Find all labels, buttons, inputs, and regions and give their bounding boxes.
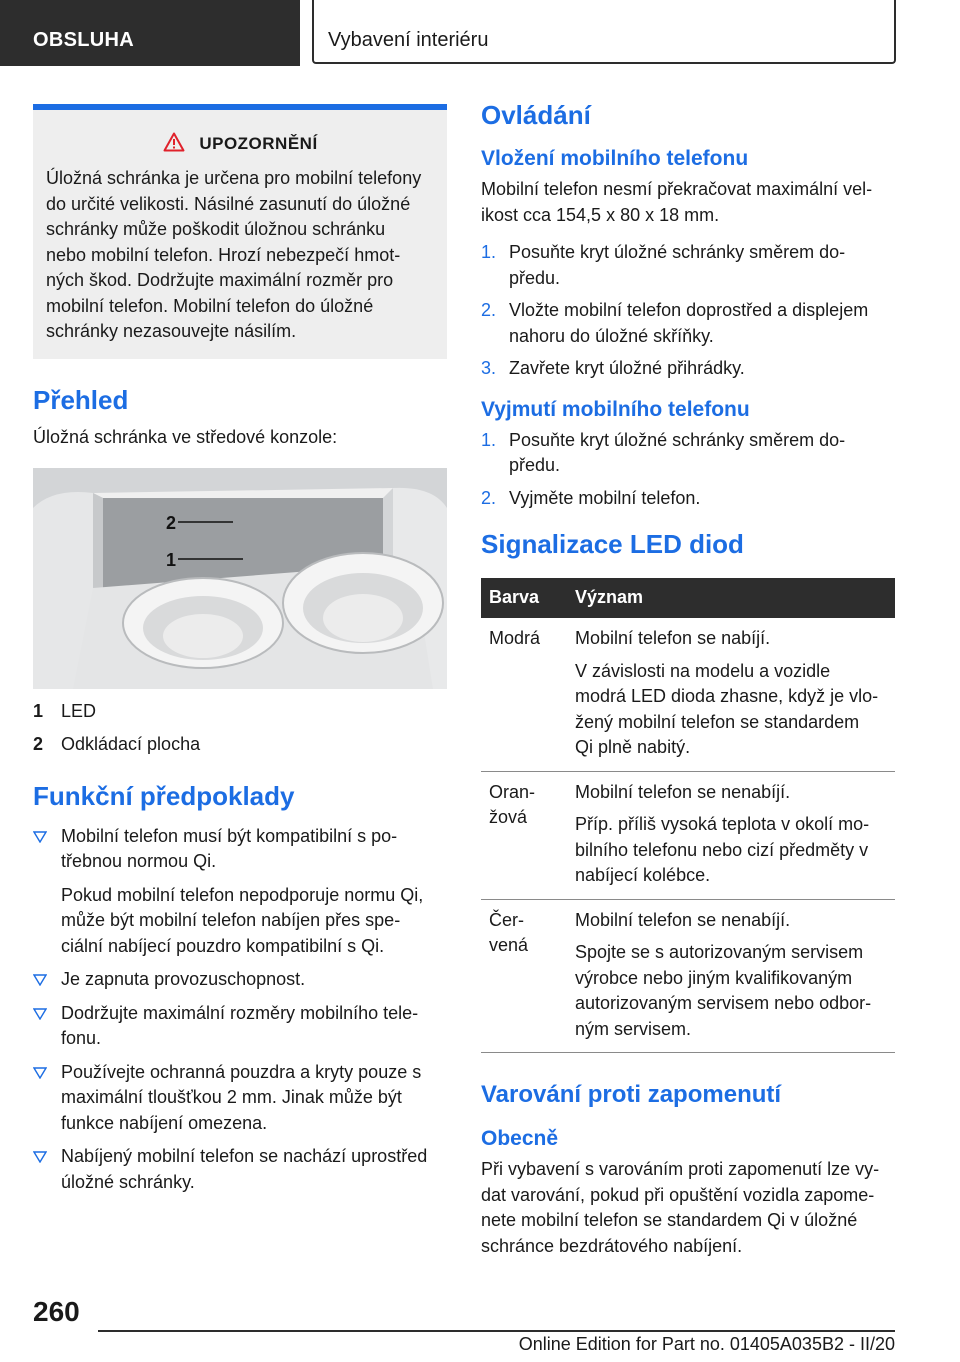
column-header-meaning: Význam <box>567 578 895 618</box>
list-line: Je zapnuta provozuschopnost. <box>61 969 306 989</box>
legend-number: 2 <box>33 733 44 754</box>
warning-text <box>46 166 435 345</box>
remove-steps <box>481 428 895 512</box>
overview-heading: Přehled <box>33 385 129 415</box>
bullet-triangle-icon <box>33 1067 47 1079</box>
requirements-heading: Funkční předpoklady <box>33 780 295 811</box>
led-color-cell: Modrá <box>481 618 567 771</box>
figure-legend <box>33 695 447 761</box>
warning-box <box>33 104 447 359</box>
led-color-cell: Čer‐ vená <box>481 899 567 1053</box>
table-row <box>481 899 895 1053</box>
forget-subheading: Obecně <box>481 1127 559 1150</box>
warning-line: nebo mobilní telefon. Hrozí nebezpečí hmot‐ <box>46 244 401 265</box>
overview-intro: Úložná schránka ve středové konzole: <box>33 427 338 447</box>
figure-label-2: 2 <box>166 512 177 533</box>
step-number: 2. <box>481 300 497 320</box>
list-item <box>33 824 447 960</box>
footer-divider <box>98 1330 895 1332</box>
warning-title-text: UPOZORNĚNÍ <box>199 134 318 153</box>
step-number: 1. <box>481 242 497 262</box>
list-line: Používejte ochranná pouzdra a kryty pouze s <box>61 1061 422 1082</box>
chapter-title: Vybavení interiéru <box>312 0 896 64</box>
bullet-triangle-icon <box>33 974 47 986</box>
warning-line: ných škod. Dodržujte maximální rozměr pro <box>46 270 394 290</box>
list-item <box>33 1060 447 1137</box>
left-column <box>33 104 447 1203</box>
led-table <box>481 578 895 1053</box>
legend-number: 1 <box>33 700 44 721</box>
list-item <box>33 1001 447 1052</box>
section-tab: OBSLUHA <box>0 0 300 66</box>
step-item: 1. Posuňte kryt úložné schránky směrem do‐ předu. <box>481 429 846 475</box>
list-item <box>33 967 447 993</box>
forget-text: Při vybavení s varováním proti zapomenutí lze vy‐ dat varování, pokud při opuštění vozidla zapome‐ nete mobilní telefon se standardem Qi v úložné schránce bezdrátového nabíjení. <box>481 1159 880 1256</box>
table-header-row <box>481 578 895 618</box>
step-number: 2. <box>481 487 497 508</box>
step-number: 3. <box>481 358 497 378</box>
warning-title <box>46 132 435 154</box>
step-item: 1. Posuňte kryt úložné schránky směrem do‐ předu. <box>481 242 846 288</box>
footer-edition: Online Edition for Part no. 01405A035B2 - II/20 <box>518 1334 895 1354</box>
list-line: Dodržujte maximální rozměry mobilního tele‐ <box>61 1002 419 1023</box>
console-illustration <box>33 468 447 689</box>
table-row <box>481 771 895 899</box>
insert-intro: Mobilní telefon nesmí překračovat maximální vel‐ ikost cca 154,5 x 80 x 18 mm. <box>481 179 873 225</box>
legend-label: Odkládací plocha <box>61 733 201 754</box>
list-item <box>33 1144 447 1195</box>
list-line: funkce nabíjení omezena. <box>61 1112 268 1133</box>
remove-heading: Vyjmutí mobilního telefonu <box>481 397 750 421</box>
list-line: fonu. <box>61 1028 102 1048</box>
step-item: 2. Vložte mobilní telefon doprostřed a displejem nahoru do úložné skříňky. <box>481 300 869 346</box>
legend-item <box>33 728 447 761</box>
warning-line: mobilní telefon. Mobilní telefon do úložné <box>46 295 374 316</box>
warning-triangle-icon <box>163 132 185 152</box>
list-line: maximální tloušťkou 2 mm. Jinak může být <box>61 1087 402 1107</box>
led-heading: Signalizace LED diod <box>481 529 744 559</box>
bullet-triangle-icon <box>33 831 47 843</box>
warning-line: schránky nezasouvejte násilím. <box>46 321 297 341</box>
list-subtext: Pokud mobilní telefon nepodporuje normu Qi, může být mobilní telefon nabíjen přes spe‐ ciální nabíjecí pouzdro kompatibilní s Qi. <box>61 884 424 956</box>
step-item: 2. Vyjměte mobilní telefon. <box>481 486 895 512</box>
column-header-color: Barva <box>481 578 567 618</box>
list-line: Nabíjený mobilní telefon se nachází uprostřed <box>61 1146 428 1166</box>
warning-line: schránky může poškodit úložnou schránku <box>46 219 386 239</box>
insert-steps <box>481 240 895 382</box>
list-line: třebnou normou Qi. <box>61 851 217 871</box>
list-line: úložné schránky. <box>61 1171 195 1192</box>
insert-heading: Vložení mobilního telefonu <box>481 147 749 170</box>
led-meaning-cell: Mobilní telefon se nenabíjí. Příp. příliš vysoká teplota v okolí mo‐ bilního telefonu nebo cizí předměty v nabíjecí kolébce. <box>567 771 895 899</box>
page-header <box>0 0 960 66</box>
control-heading: Ovládání <box>481 100 591 130</box>
legend-item <box>33 695 447 728</box>
bullet-triangle-icon <box>33 1151 47 1163</box>
requirements-list <box>33 824 447 1196</box>
forget-heading: Varování proti zapomenutí <box>481 1081 782 1108</box>
step-item: 3. Zavřete kryt úložné přihrádky. <box>481 356 895 382</box>
led-color-cell: Oran‐ žová <box>481 771 567 899</box>
table-row <box>481 618 895 771</box>
bullet-triangle-icon <box>33 1008 47 1020</box>
console-figure <box>33 468 447 689</box>
led-meaning-cell: Mobilní telefon se nenabíjí. Spojte se s autorizovaným servisem výrobce nebo jiným kvalifikovaným autorizovaným servisem nebo odbor‐ ným servisem. <box>567 899 895 1053</box>
list-line: Mobilní telefon musí být kompatibilní s po‐ <box>61 825 398 846</box>
legend-label: LED <box>61 700 97 721</box>
step-number: 1. <box>481 429 497 450</box>
warning-line: Úložná schránka je určena pro mobilní telefony <box>46 168 422 188</box>
page-number: 260 <box>33 1296 80 1327</box>
right-column <box>481 100 895 1259</box>
led-meaning-cell: Mobilní telefon se nabíjí. V závislosti na modelu a vozidle modrá LED dioda zhasne, když je vlo‐ žený mobilní telefon se standardem Qi plně nabitý. <box>567 618 895 771</box>
figure-label-1: 1 <box>166 549 177 570</box>
warning-line: do určité velikosti. Násilné zasunutí do úložné <box>46 193 411 214</box>
